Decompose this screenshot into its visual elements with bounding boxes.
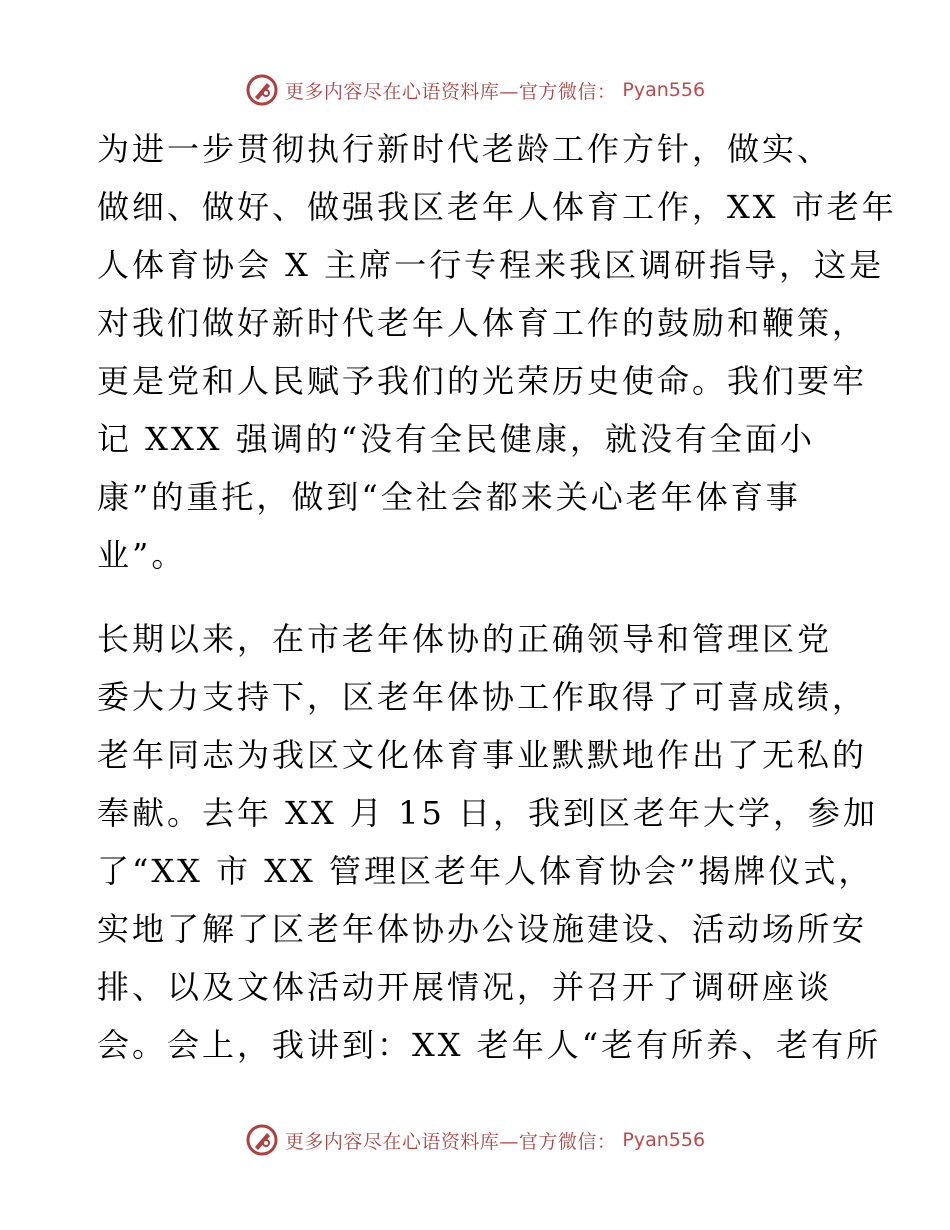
watermark-id: Pyan556 [622, 1129, 706, 1151]
text-line: 会。会上，我讲到：XX 老年人“老有所养、老有所 [97, 1026, 882, 1064]
text-line: 更是党和人民赋予我们的光荣历史使命。我们要牢 [97, 362, 868, 400]
paragraph-1 [97, 120, 897, 584]
text-line: 了“XX 市 XX 管理区老年人体育协会”揭牌仪式， [97, 852, 874, 890]
text-line: 做细、做好、做强我区老年人体育工作，XX 市老年 [97, 188, 897, 226]
text-line: 长期以来，在市老年体协的正确领导和管理区党 [97, 620, 833, 658]
text-line: 奉献。去年 XX 月 15 日，我到区老年大学，参加 [97, 794, 878, 832]
watermark-text: 更多内容尽在心语资料库—官方微信： [284, 1130, 617, 1153]
text-line: 委大力支持下，区老年体协工作取得了可喜成绩， [97, 678, 868, 716]
text-line: 康”的重托，做到“全社会都来关心老年体育事 [97, 478, 801, 516]
document-body [97, 120, 897, 1074]
watermark-id: Pyan556 [622, 79, 706, 101]
text-line: 记 XXX 强调的“没有全民健康，就没有全面小 [97, 420, 816, 458]
text-line: 为进一步贯彻执行新时代老龄工作方针，做实、 [97, 130, 833, 168]
pen-seal-logo-icon [245, 1123, 279, 1157]
header-watermark [0, 70, 950, 110]
watermark-text: 更多内容尽在心语资料库—官方微信： [284, 80, 617, 103]
pen-seal-logo-icon [245, 73, 279, 107]
text-line: 对我们做好新时代老年人体育工作的鼓励和鞭策， [97, 304, 868, 342]
text-line: 老年同志为我区文化体育事业默默地作出了无私的 [97, 736, 868, 774]
text-line: 排、以及文体活动开展情况，并召开了调研座谈 [97, 968, 833, 1006]
paragraph-2 [97, 610, 882, 1074]
footer-watermark [0, 1120, 950, 1160]
text-line: 业”。 [97, 536, 187, 574]
text-line: 人体育协会 X 主席一行专程来我区调研指导，这是 [97, 246, 885, 284]
text-line: 实地了解了区老年体协办公设施建设、活动场所安 [97, 910, 868, 948]
